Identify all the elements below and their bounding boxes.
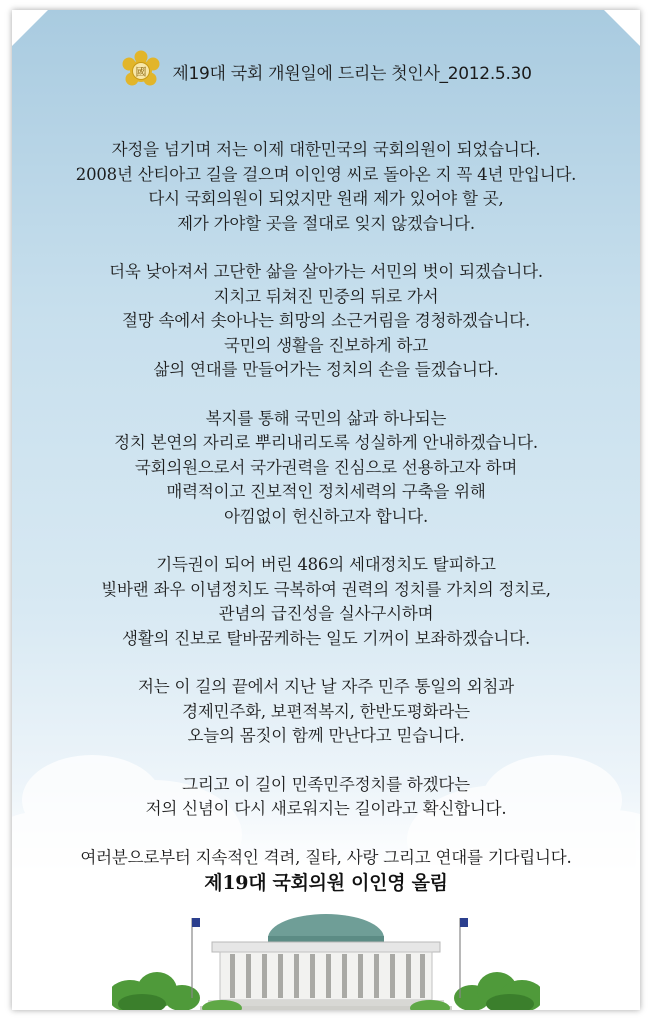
text-line: 기득권이 되어 버린 486의 세대정치도 탈피하고 <box>156 555 496 574</box>
corner-cut-bottom-right <box>604 974 640 1010</box>
text-line: 복지를 통해 국민의 삶과 하나되는 <box>205 408 447 428</box>
paragraph-5 <box>12 675 640 749</box>
text-line: 저는 이 길의 끝에서 지난 날 자주 민주 통일의 외침과 <box>138 677 514 696</box>
corner-cut-top-right <box>604 10 640 46</box>
paragraph-3 <box>12 407 640 530</box>
header <box>12 48 640 94</box>
text-line: 정치 본연의 자리로 뿌리내리도록 성실하게 안내하겠습니다. <box>114 433 538 452</box>
text-line: 지치고 뒤쳐진 민중의 뒤로 가서 <box>213 286 439 306</box>
text-line: 아낌없이 헌신하고자 합니다. <box>223 506 428 526</box>
national-assembly-building-icon <box>112 898 540 1010</box>
signature: 제19대 국회의원 이인영 올림 <box>204 872 448 894</box>
corner-cut-bottom-left <box>12 974 48 1010</box>
text-line: 경제민주화, 보편적복지, 한반도평화라는 <box>182 701 470 721</box>
text-line: 저의 신념이 다시 새로워지는 길이라고 확신합니다. <box>145 799 507 818</box>
text-line: 2008년 산티아고 길을 걸으며 이인영 씨로 돌아온 지 꼭 4년 만입니다. <box>75 164 577 184</box>
paragraph-7 <box>12 846 640 871</box>
text-line: 더욱 낮아져서 고단한 삶을 살아가는 서민의 벗이 되겠습니다. <box>109 262 543 281</box>
emblem-character: 國 <box>135 65 147 79</box>
letter-card <box>12 10 640 1010</box>
text-line: 국회의원으로서 국가권력을 진심으로 선용하고자 하며 <box>134 457 518 477</box>
text-line: 다시 국회의원이 되었지만 원래 제가 있어야 할 곳, <box>148 189 504 208</box>
text-line: 절망 속에서 솟아나는 희망의 소근거림을 경청하겠습니다. <box>121 311 530 330</box>
paragraph-6 <box>12 773 640 822</box>
text-line: 여러분으로부터 지속적인 격려, 질타, 사랑 그리고 연대를 기다립니다. <box>80 847 572 867</box>
page-title: 제19대 국회 개원일에 드리는 첫인사_2012.5.30 <box>172 63 532 84</box>
national-assembly-emblem-icon <box>120 50 162 92</box>
corner-cut-top-left <box>12 10 48 46</box>
text-line: 자정을 넘기며 저는 이제 대한민국의 국회의원이 되었습니다. <box>111 140 541 159</box>
letter-body <box>12 138 640 894</box>
text-line: 매력적이고 진보적인 정치세력의 구축을 위해 <box>166 482 486 501</box>
text-line: 삶의 연대를 만들어가는 정치의 손을 들겠습니다. <box>153 360 499 379</box>
paragraph-4 <box>12 553 640 651</box>
text-line: 관념의 급진성을 실사구시하며 <box>218 604 434 623</box>
text-line: 국민의 생활을 진보하게 하고 <box>223 335 428 355</box>
text-line: 생활의 진보로 탈바꿈케하는 일도 기꺼이 보좌하겠습니다. <box>121 628 530 648</box>
paragraph-1 <box>12 138 640 236</box>
text-line: 그리고 이 길이 민족민주정치를 하겠다는 <box>182 774 470 794</box>
text-line: 빛바랜 좌우 이념정치도 극복하여 권력의 정치를 가치의 정치로, <box>101 579 551 599</box>
text-line: 제가 가야할 곳을 절대로 잊지 않겠습니다. <box>177 213 475 233</box>
text-line: 오늘의 몸짓이 함께 만난다고 믿습니다. <box>187 726 465 745</box>
paragraph-2 <box>12 260 640 383</box>
